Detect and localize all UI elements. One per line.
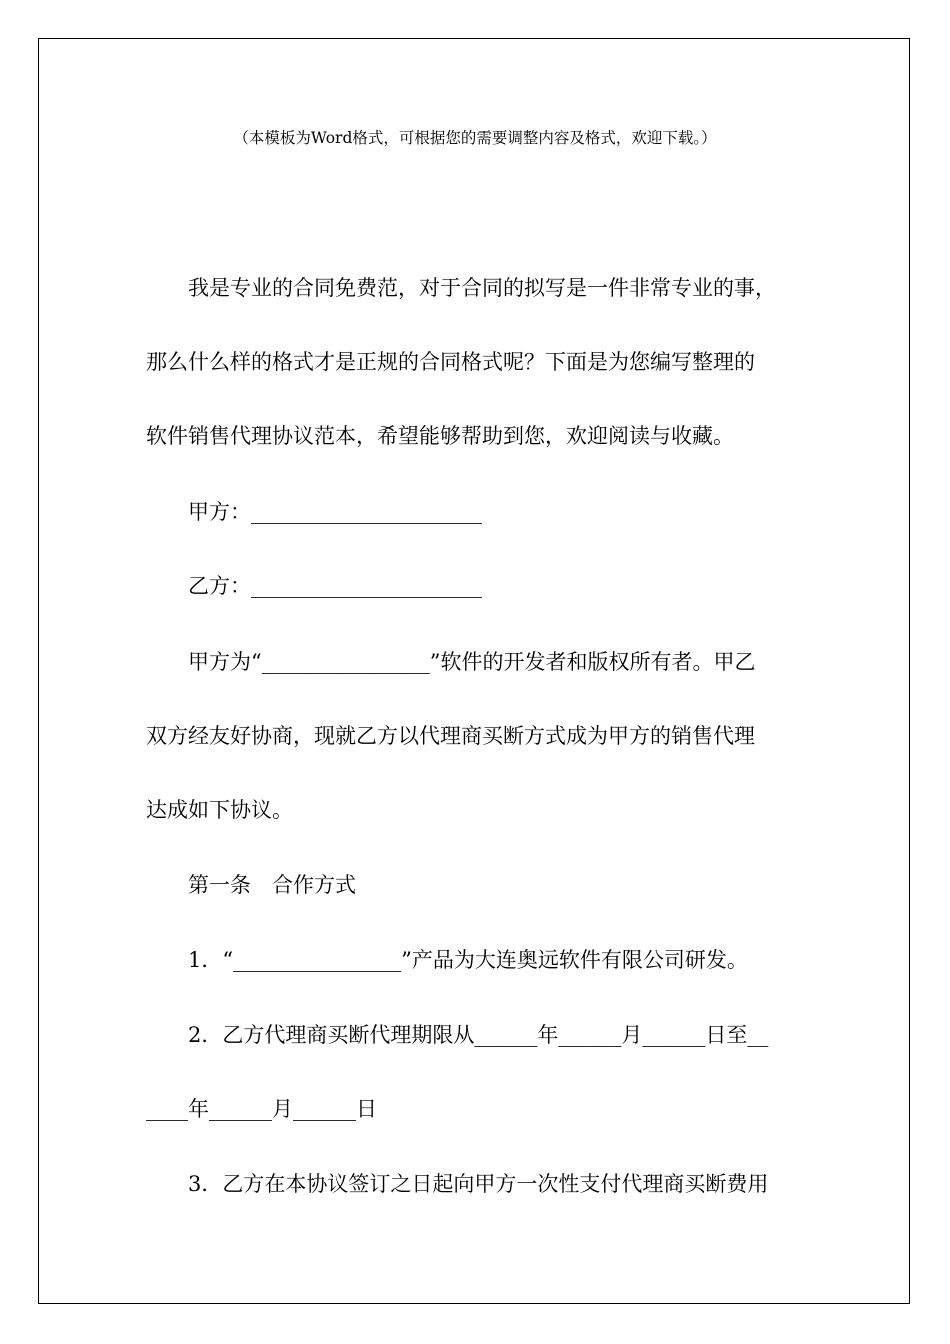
party-b-line: 乙方：______________________ (188, 574, 482, 598)
article-1-item-2-line-1: 2．乙方代理商买断代理期限从______年______月______日至__ (188, 1023, 769, 1047)
article-1-item-1: 1．“________________”产品为大连奥远软件有限公司研发。 (188, 948, 748, 972)
preamble-line-1: 甲方为“________________”软件的开发者和版权所有者。甲乙 (188, 650, 756, 674)
intro-line-2: 那么什么样的格式才是正规的合同格式呢？下面是为您编写整理的 (146, 350, 755, 374)
article-1-item-3: 3．乙方在本协议签订之日起向甲方一次性支付代理商买断费用 (188, 1172, 769, 1196)
article-1-item-2-line-2: ____年______月______日 (146, 1097, 377, 1121)
party-a-line: 甲方：______________________ (188, 500, 482, 524)
article-1-heading: 第一条 合作方式 (188, 873, 356, 897)
template-note: （本模板为Word格式，可根据您的需要调整内容及格式，欢迎下载。） (233, 129, 717, 147)
preamble-line-2: 双方经友好协商，现就乙方以代理商买断方式成为甲方的销售代理 (146, 724, 755, 748)
preamble-line-3: 达成如下协议。 (146, 798, 293, 822)
intro-line-1: 我是专业的合同免费范，对于合同的拟写是一件非常专业的事， (188, 276, 776, 300)
intro-line-3: 软件销售代理协议范本，希望能够帮助到您，欢迎阅读与收藏。 (146, 424, 734, 448)
